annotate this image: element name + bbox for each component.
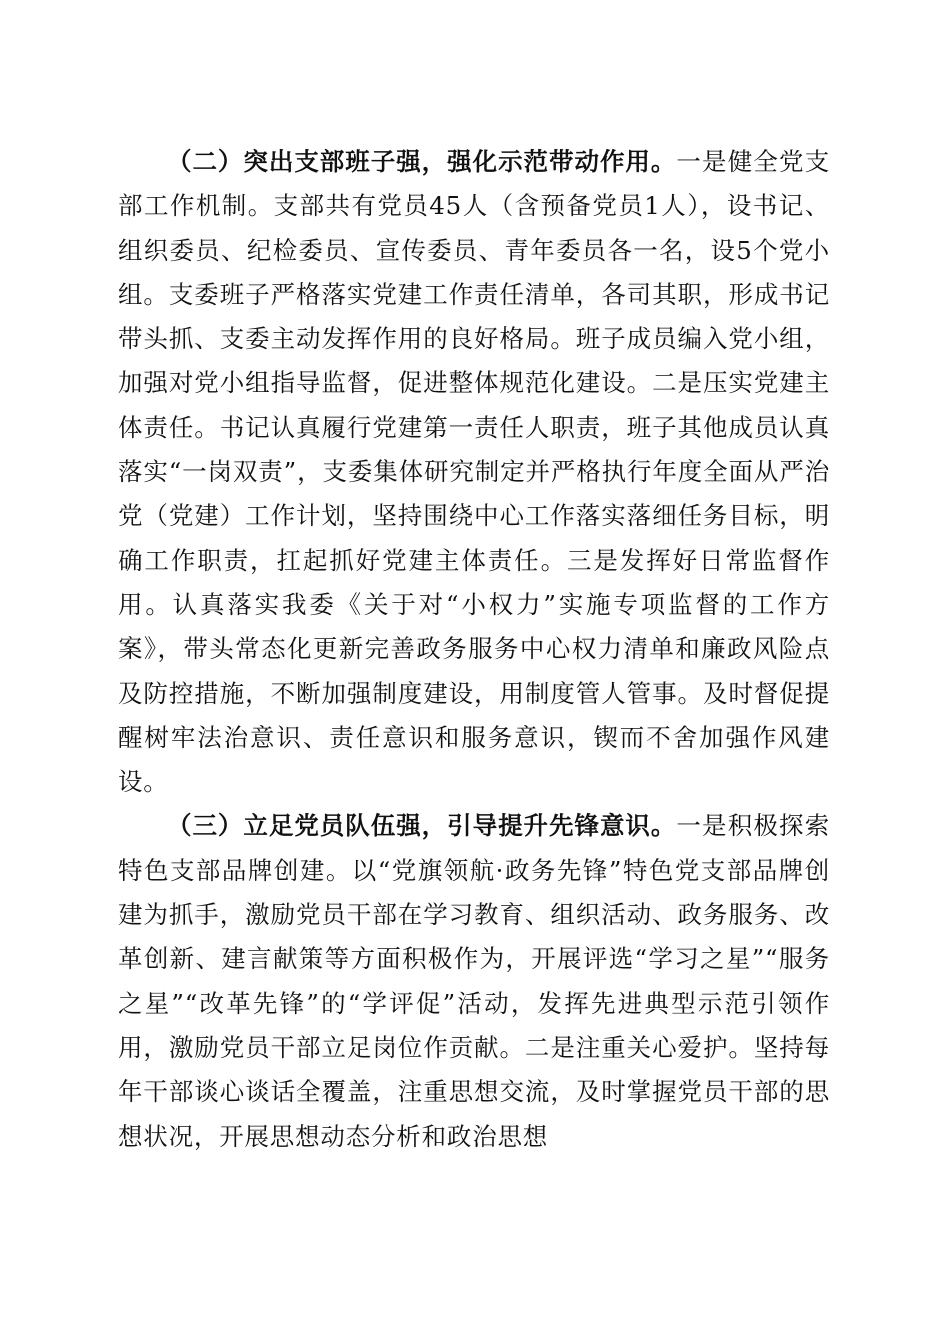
paragraph-heading: （三）立足党员队伍强，引导提升先锋意识。 [167,811,677,841]
paragraph-branch-leadership [118,140,830,804]
paragraph-heading: （二）突出支部班子强，强化示范带动作用。 [167,147,677,176]
paragraph-body: 一是健全党支部工作机制。支部共有党员45人（含预备党员1人），设书记、组织委员、纪检委员、宣传委员、青年委员各一名，设5个党小组。支委班子严格落实党建工作责任清单，各司其职，形成书记带头抓、支委主动发挥作用的良好格局。班子成员编入党小组，加强对党小组指导监督，促进整体规范化建设。二是压实党建主体责任。书记认真履行党建第一责任人职责，班子其他成员认真落实“一岗双责”，支委集体研究制定并严格执行年度全面从严治党（党建）工作计划，坚持围绕中心工作落实落细任务目标，明确工作职责，扛起抓好党建主体责任。三是发挥好日常监督作用。认真落实我委《关于对“小权力”实施专项监督的工作方案》，带头常态化更新完善政务服务中心权力清单和廉政风险点及防控措施，不断加强制度建设，用制度管人管事。及时督促提醒树牢法治意识、责任意识和服务意识，锲而不舍加强作风建设。 [118,147,830,797]
document-page [118,140,830,1159]
paragraph-party-members [118,804,830,1158]
paragraph-body: 一是积极探索特色支部品牌创建。以“党旗领航·政务先锋”特色党支部品牌创建为抓手，激励党员干部在学习教育、组织活动、政务服务、改革创新、建言献策等方面积极作为，开展评选“学习之星”“服务之星”“改革先锋”的“学评促”活动，发挥先进典型示范引领作用，激励党员干部立足岗位作贡献。二是注重关心爱护。坚持每年干部谈心谈话全覆盖，注重思想交流，及时掌握党员干部的思想状况，开展思想动态分析和政治思想 [118,811,830,1151]
